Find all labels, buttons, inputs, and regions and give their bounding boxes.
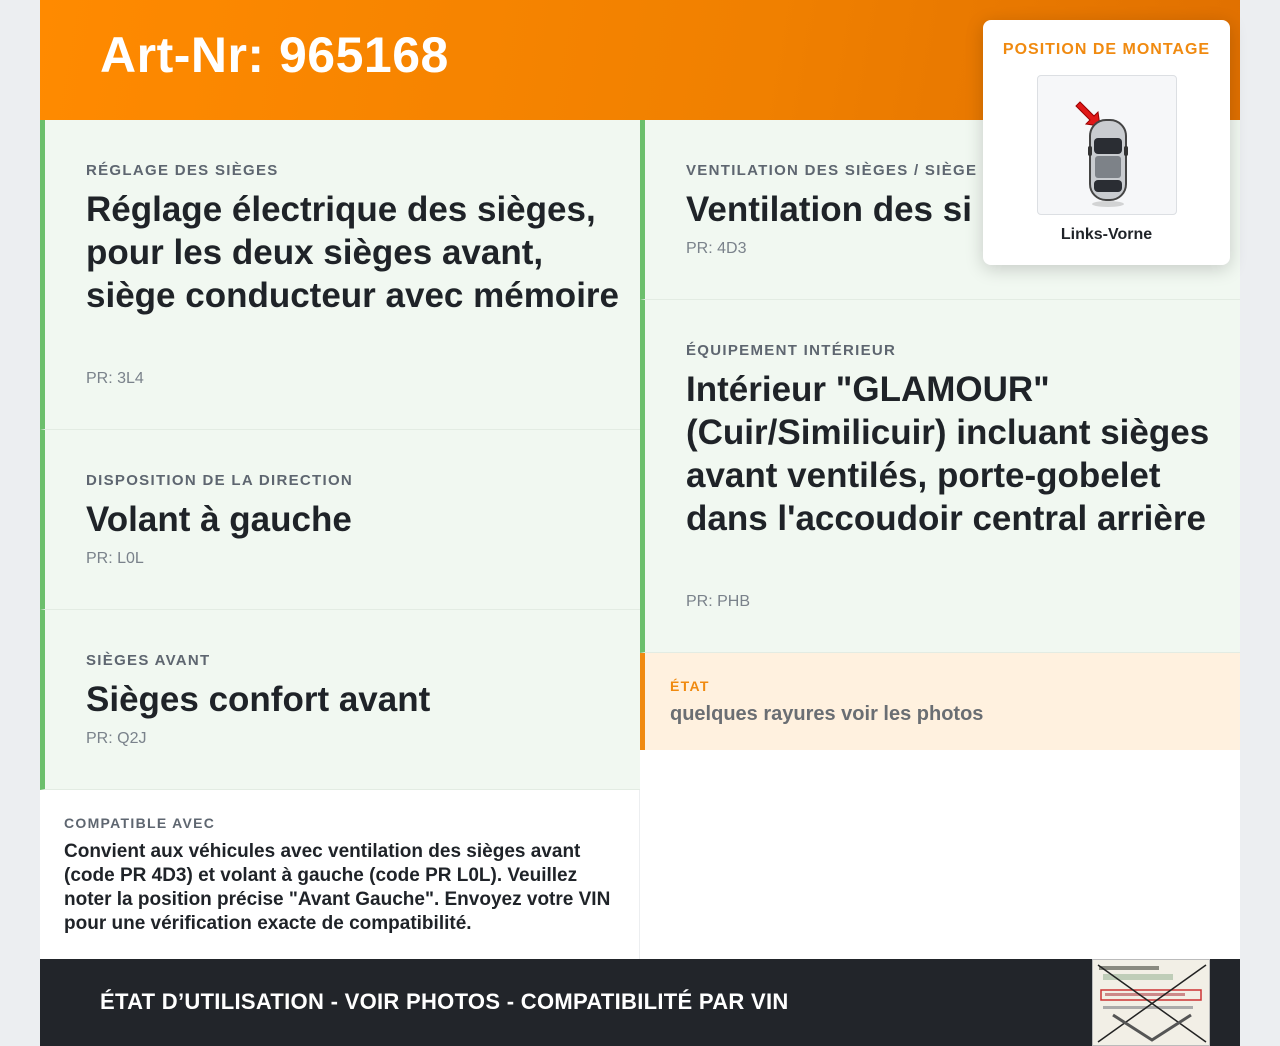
- feature-interior-equipment: [640, 300, 1240, 653]
- feature-label: SIÈGES AVANT: [86, 652, 211, 669]
- feature-steering: [40, 430, 640, 610]
- feature-value: Volant à gauche: [86, 500, 352, 539]
- feature-label: RÉGLAGE DES SIÈGES: [86, 162, 279, 179]
- compatibility-label: COMPATIBLE AVEC: [64, 815, 216, 831]
- feature-label: ÉQUIPEMENT INTÉRIEUR: [686, 342, 897, 359]
- feature-label: DISPOSITION DE LA DIRECTION: [86, 472, 354, 489]
- feature-pr-code: PR: L0L: [86, 550, 144, 567]
- feature-value: Réglage électrique des sièges, pour les deux sièges avant, siège conducteur avec mémoire: [86, 190, 619, 315]
- feature-value: Ventilation des si: [686, 190, 972, 229]
- feature-pr-code: PR: Q2J: [86, 730, 147, 747]
- feature-value: Sièges confort avant: [86, 680, 431, 719]
- feature-seat-adjustment: [40, 120, 640, 430]
- feature-pr-code: PR: 4D3: [686, 240, 747, 257]
- feature-pr-code: PR: 3L4: [86, 370, 144, 387]
- footer-text: ÉTAT D’UTILISATION - VOIR PHOTOS - COMPATIBILITÉ PAR VIN: [100, 989, 789, 1014]
- footer-banner: [40, 959, 1240, 1046]
- feature-value: Intérieur "GLAMOUR" (Cuir/Similicuir) incluant sièges avant ventilés, porte-gobelet dans l'accoudoir central arrière: [686, 370, 1210, 538]
- compatibility-box: [40, 790, 640, 959]
- compatibility-text: Convient aux véhicules avec ventilation des sièges avant (code PR 4D3) et volant à gauche (code PR L0L). Veuillez noter la position précise "Avant Gauche". Envoyez votre VIN pour une vérification exacte de compatibilité.: [64, 841, 611, 934]
- condition-box: [640, 653, 1240, 750]
- popup-title: POSITION DE MONTAGE: [1002, 41, 1211, 58]
- label-sticker-photo: [1092, 959, 1210, 1046]
- mounting-position-popup: [983, 20, 1230, 265]
- car-top-view-icon: [1037, 75, 1177, 215]
- condition-text: quelques rayures voir les photos: [670, 703, 984, 725]
- feature-label: VENTILATION DES SIÈGES / SIÈGE: [686, 162, 978, 179]
- mounting-position-value: Links-Vorne: [1060, 226, 1153, 243]
- sticker-icon: [1093, 960, 1210, 1046]
- feature-pr-code: PR: PHB: [686, 593, 751, 610]
- feature-front-seats: [40, 610, 640, 790]
- condition-label: ÉTAT: [670, 678, 710, 694]
- article-number: Art-Nr: 965168: [100, 27, 449, 83]
